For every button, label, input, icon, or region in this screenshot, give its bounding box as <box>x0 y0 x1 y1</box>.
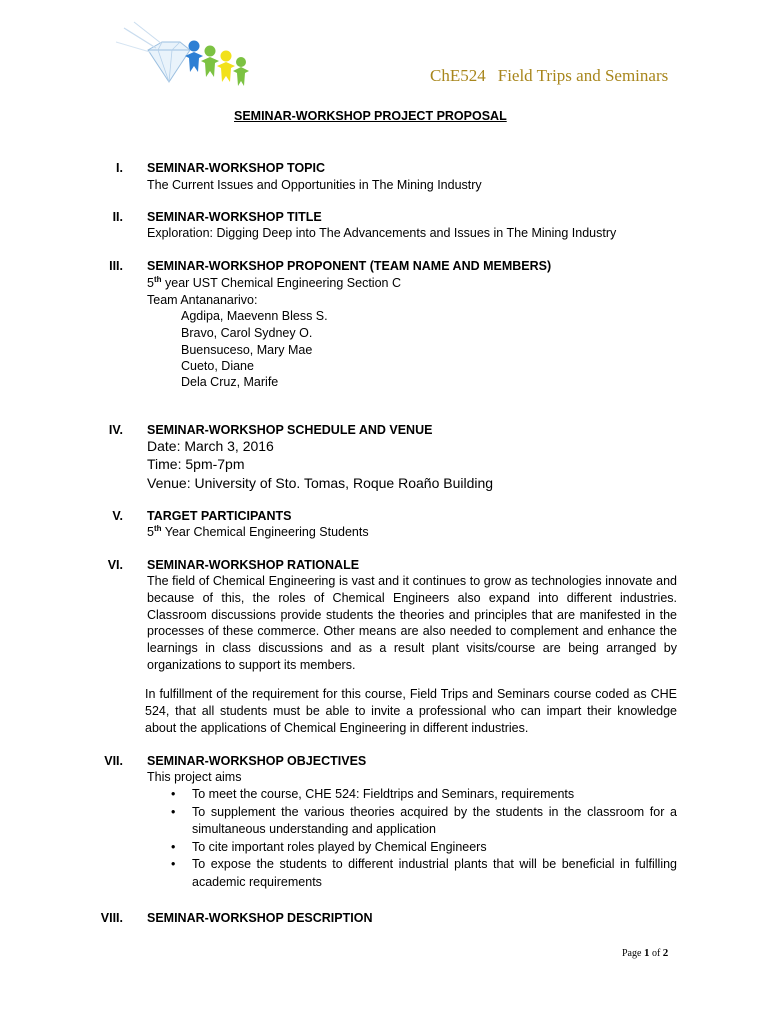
team-logo-icon <box>110 20 260 100</box>
schedule-date: Date: March 3, 2016 <box>147 438 274 454</box>
objective-text: To supplement the various theories acquired by the students in the classroom for a simultaneous understanding and application <box>192 804 677 836</box>
participants-label: Year Chemical Engineering Students <box>161 525 369 539</box>
section-number: VIII. <box>100 911 123 925</box>
year-ordinal: th <box>153 523 162 533</box>
document-title: SEMINAR-WORKSHOP PROJECT PROPOSAL <box>234 109 507 123</box>
section-number: II. <box>112 210 123 224</box>
section-number: VI. <box>107 558 123 572</box>
section-number: VII. <box>104 754 123 768</box>
rationale-paragraph: The field of Chemical Engineering is vast and it continues to grow as technologies innovate and because of this, the roles of Chemical Engineers also expand into different industries. Classroom discussions provide students the theories and principles that are manifested in the processes of these commerce. Other means are also needed to complement and enhance the learnings in class discussions and as a result plant visits/course are being arranged by organizations to support its members. <box>147 574 677 672</box>
list-item <box>147 786 677 804</box>
section-heading: SEMINAR-WORKSHOP TITLE <box>147 210 322 224</box>
year-number: 5 <box>147 525 154 539</box>
current-page: 1 <box>643 947 650 959</box>
participants-text <box>147 525 369 539</box>
total-pages: 2 <box>662 947 669 959</box>
title-text: Exploration: Digging Deep into The Advancements and Issues in The Mining Industry <box>147 226 617 240</box>
bullet-icon: • <box>171 839 176 854</box>
course-code: ChE524 <box>430 66 486 85</box>
year-number: 5 <box>147 276 154 290</box>
section-number: III. <box>109 259 123 273</box>
bullet-icon: • <box>171 804 176 819</box>
objective-text: To expose the students to different industrial plants that will be beneficial in fulfilling academic requirements <box>192 857 677 889</box>
section-heading: SEMINAR-WORKSHOP OBJECTIVES <box>147 754 367 768</box>
list-item <box>147 804 677 839</box>
objective-text: To cite important roles played by Chemical Engineers <box>192 839 487 854</box>
objective-text: To meet the course, CHE 524: Fieldtrips and Seminars, requirements <box>192 787 575 801</box>
section-heading: SEMINAR-WORKSHOP PROPONENT (TEAM NAME AND MEMBERS) <box>147 259 552 273</box>
topic-text: The Current Issues and Opportunities in The Mining Industry <box>147 178 482 192</box>
course-title <box>430 66 668 86</box>
team-member: Dela Cruz, Marife <box>181 375 279 389</box>
of-word: of <box>651 948 661 959</box>
section-heading: SEMINAR-WORKSHOP DESCRIPTION <box>147 911 373 925</box>
section-number: IV. <box>108 423 123 437</box>
section-heading: SEMINAR-WORKSHOP TOPIC <box>147 161 326 175</box>
page-word: Page <box>622 948 642 959</box>
list-item <box>147 856 677 891</box>
schedule-time: Time: 5pm-7pm <box>147 456 245 472</box>
objectives-intro: This project aims <box>147 770 242 784</box>
team-member: Buensuceso, Mary Mae <box>181 343 313 357</box>
section-heading: SEMINAR-WORKSHOP SCHEDULE AND VENUE <box>147 423 433 437</box>
team-member: Cueto, Diane <box>181 359 254 373</box>
team-member: Bravo, Carol Sydney O. <box>181 326 313 340</box>
page-number <box>622 947 668 959</box>
section-heading: TARGET PARTICIPANTS <box>147 509 292 523</box>
bullet-icon: • <box>171 857 176 871</box>
list-item <box>147 839 677 857</box>
rationale-paragraph: In fulfillment of the requirement for this course, Field Trips and Seminars course coded as CHE 524, that all students must be able to invite a professional who can impart their knowledge about the applications of Chemical Engineering in different industries. <box>145 687 677 735</box>
team-member: Agdipa, Maevenn Bless S. <box>181 309 328 323</box>
proponent-year <box>147 276 401 290</box>
course-name: Field Trips and Seminars <box>497 66 669 85</box>
objectives-list <box>147 786 677 891</box>
section-heading: SEMINAR-WORKSHOP RATIONALE <box>147 558 360 572</box>
year-text: year UST Chemical Engineering Section C <box>161 276 401 290</box>
section-number: V. <box>112 509 123 523</box>
year-ordinal: th <box>153 274 162 284</box>
schedule-venue: Venue: University of Sto. Tomas, Roque Roaño Building <box>147 475 494 491</box>
team-name: Team Antananarivo: <box>147 293 258 307</box>
section-number: I. <box>116 161 123 175</box>
bullet-icon: • <box>171 787 176 801</box>
